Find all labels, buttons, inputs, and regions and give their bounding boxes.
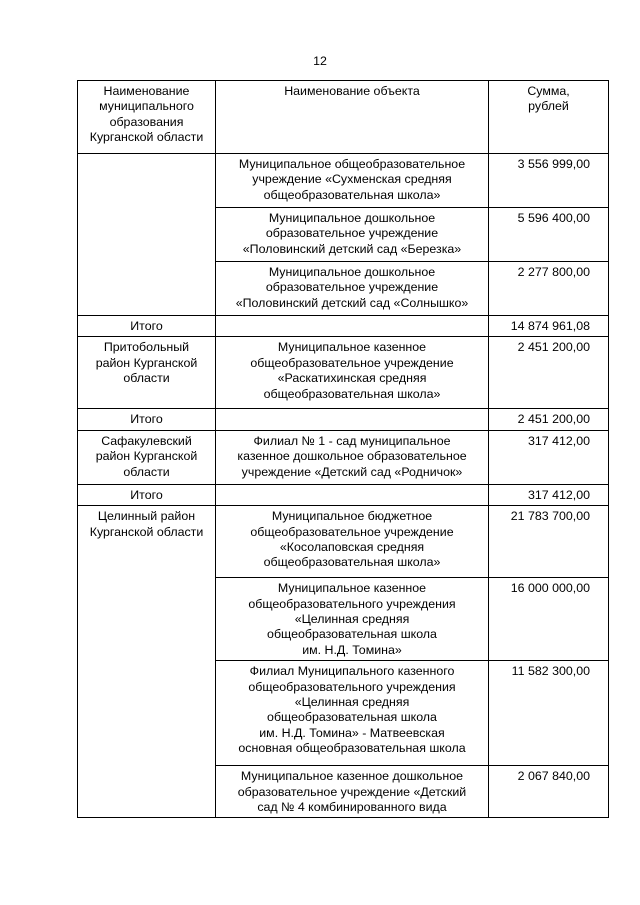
sum-cell: 5 596 400,00 bbox=[489, 208, 609, 262]
object-cell: Филиал № 1 - сад муниципальное казенное дошкольное образовательное учреждение «Детский сад «Родничок» bbox=[216, 430, 489, 484]
object-cell: Муниципальное казенное общеобразовательного учреждения «Целинная средняя общеобразовательная школа им. Н.Д. Томина» bbox=[216, 578, 489, 661]
sum-cell: 3 556 999,00 bbox=[489, 154, 609, 208]
header-object: Наименование объекта bbox=[216, 81, 489, 154]
total-label: Итого bbox=[78, 409, 216, 430]
total-sum: 2 451 200,00 bbox=[489, 409, 609, 430]
total-row bbox=[78, 409, 609, 430]
header-municipality: Наименование муниципального образования Курганской области bbox=[78, 81, 216, 154]
municipality-cell bbox=[78, 154, 216, 316]
sum-cell: 317 412,00 bbox=[489, 430, 609, 484]
object-cell: Муниципальное казенное общеобразовательное учреждение «Раскатихинская средняя общеобразовательная школа» bbox=[216, 337, 489, 409]
sum-cell: 21 783 700,00 bbox=[489, 506, 609, 578]
object-cell: Муниципальное казенное дошкольное образовательное учреждение «Детский сад № 4 комбинированного вида bbox=[216, 766, 489, 818]
table-header-row bbox=[78, 81, 609, 154]
sum-cell: 16 000 000,00 bbox=[489, 578, 609, 661]
header-sum: Сумма, рублей bbox=[489, 81, 609, 154]
allocation-table bbox=[77, 80, 609, 818]
table-row bbox=[78, 154, 609, 208]
municipality-cell: Сафакулевский район Курганской области bbox=[78, 430, 216, 484]
object-cell: Муниципальное бюджетное общеобразовательное учреждение «Косолаповская средняя общеобразовательная школа» bbox=[216, 506, 489, 578]
object-cell: Муниципальное дошкольное образовательное учреждение «Половинский детский сад «Березка» bbox=[216, 208, 489, 262]
sum-cell: 2 277 800,00 bbox=[489, 262, 609, 316]
object-cell bbox=[216, 484, 489, 505]
total-sum: 317 412,00 bbox=[489, 484, 609, 505]
object-cell: Муниципальное общеобразовательное учреждение «Сухменская средняя общеобразовательная школа» bbox=[216, 154, 489, 208]
object-cell: Муниципальное дошкольное образовательное учреждение «Половинский детский сад «Солнышко» bbox=[216, 262, 489, 316]
sum-cell: 2 451 200,00 bbox=[489, 337, 609, 409]
object-cell: Филиал Муниципального казенного общеобразовательного учреждения «Целинная средняя общеобразовательная школа им. Н.Д. Томина» - Матвеевская основная общеобразовательная школа bbox=[216, 661, 489, 766]
total-row bbox=[78, 484, 609, 505]
object-cell bbox=[216, 316, 489, 337]
table-row bbox=[78, 506, 609, 578]
total-label: Итого bbox=[78, 484, 216, 505]
sum-cell: 11 582 300,00 bbox=[489, 661, 609, 766]
object-cell bbox=[216, 409, 489, 430]
sum-cell: 2 067 840,00 bbox=[489, 766, 609, 818]
table-row bbox=[78, 430, 609, 484]
page-number: 12 bbox=[313, 54, 327, 68]
total-sum: 14 874 961,08 bbox=[489, 316, 609, 337]
total-label: Итого bbox=[78, 316, 216, 337]
table-row bbox=[78, 337, 609, 409]
total-row bbox=[78, 316, 609, 337]
municipality-cell: Целинный район Курганской области bbox=[78, 506, 216, 818]
municipality-cell: Притобольный район Курганской области bbox=[78, 337, 216, 409]
